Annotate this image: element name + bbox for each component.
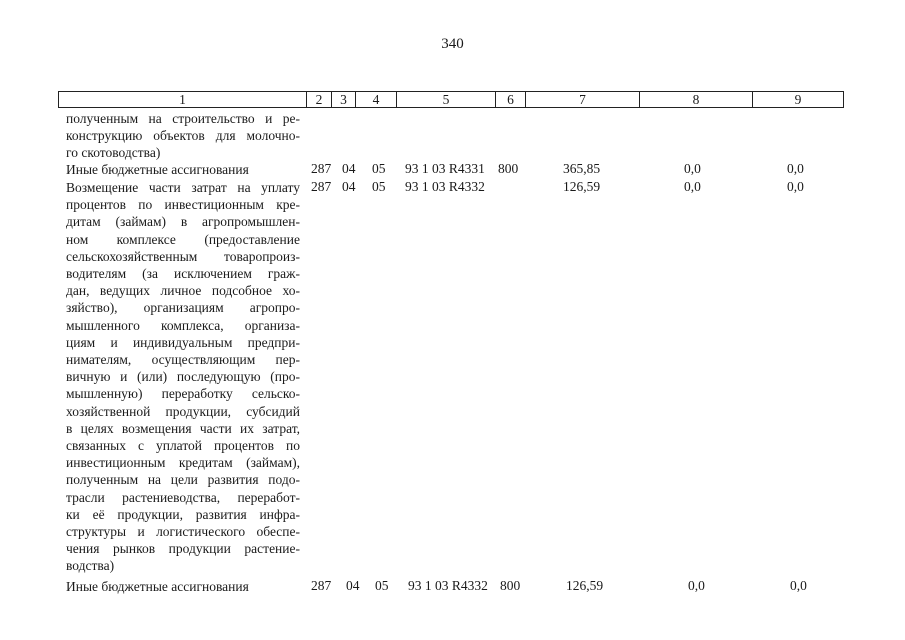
- row-1-col-2: 287: [311, 161, 332, 176]
- row-2-line-21: структуры и логистического обеспе-: [66, 524, 300, 540]
- row-2-line-20: ки её продукции, развития инфра-: [66, 506, 300, 522]
- row-3-col-5: 93 1 03 R4332: [408, 578, 488, 593]
- row-2-col-4: 05: [372, 179, 386, 194]
- row-1-description: [66, 161, 300, 178]
- row-2-line-9: мышленного комплекса, организа-: [66, 317, 300, 333]
- row-1-col-3: 04: [342, 161, 356, 176]
- row-1-col-4: 05: [372, 161, 386, 176]
- header-col-3: 3: [332, 92, 356, 107]
- table-header: [58, 91, 844, 108]
- row-2-line-4: ном комплексе (предоставление: [66, 231, 300, 247]
- row-2-line-19: трасли растениеводства, переработ-: [66, 489, 300, 505]
- row-2-line-18: полученным на цели развития подо-: [66, 472, 300, 488]
- page-number: 340: [441, 36, 464, 52]
- row-2-col-2: 287: [311, 179, 332, 194]
- row-2-line-22: чения рынков продукции растение-: [66, 541, 300, 557]
- header-col-4: 4: [356, 92, 397, 107]
- row-3-description: [66, 578, 300, 595]
- row-3-col-2: 287: [311, 578, 332, 593]
- row-2-line-23: водства): [66, 558, 115, 574]
- row-2-col-7: 126,59: [563, 179, 601, 194]
- row-2-col-9: 0,0: [787, 179, 804, 194]
- row-2-description: [66, 179, 300, 575]
- row-1-col-9: 0,0: [787, 161, 804, 176]
- row-3-col-8: 0,0: [688, 578, 705, 593]
- row-2-line-7: дан, ведущих личное подсобное хо-: [66, 283, 300, 299]
- row-0-description: [66, 110, 300, 162]
- header-col-9: 9: [794, 92, 802, 107]
- row-2-line-15: в целях возмещения части их затрат,: [66, 420, 300, 436]
- row-2-line-6: водителям (за исключением граж-: [66, 266, 300, 282]
- row-2-col-5: 93 1 03 R4332: [405, 179, 485, 194]
- row-0-line-3: го скотоводства): [66, 145, 161, 161]
- row-3-col-6: 800: [500, 578, 521, 593]
- row-2-col-3: 04: [342, 179, 356, 194]
- header-col-1: 1: [59, 92, 307, 107]
- row-2-col-8: 0,0: [684, 179, 701, 194]
- row-1-line-1: Иные бюджетные ассигнования: [66, 162, 249, 177]
- row-0-line-2: конструкцию объектов для молочно-: [66, 128, 300, 144]
- row-2-line-11: нимателям, осуществляющим пер-: [66, 352, 300, 368]
- row-1-col-6: 800: [498, 161, 519, 176]
- header-col-8: 8: [640, 92, 753, 107]
- row-2-line-1: Возмещение части затрат на уплату: [66, 180, 300, 195]
- row-2-line-17: инвестиционным кредитам (займам),: [66, 455, 300, 471]
- row-2-line-8: зяйство), организациям агропро-: [66, 300, 300, 316]
- row-2-line-3: дитам (займам) в агропромышлен-: [66, 214, 300, 230]
- row-3-line-1: Иные бюджетные ассигнования: [66, 579, 249, 594]
- row-1-col-8: 0,0: [684, 161, 701, 176]
- header-col-6: 6: [496, 92, 526, 107]
- row-2-line-5: сельскохозяйственным товаропроиз-: [66, 248, 300, 264]
- row-3-col-9: 0,0: [790, 578, 807, 593]
- row-3-col-7: 126,59: [566, 578, 604, 593]
- row-2-line-2: процентов по инвестиционным кре-: [66, 197, 300, 213]
- row-2-line-12: вичную и (или) последующую (про-: [66, 369, 300, 385]
- header-col-7: 7: [526, 92, 640, 107]
- row-2-line-13: мышленную) переработку сельско-: [66, 386, 300, 402]
- header-col-5: 5: [397, 92, 496, 107]
- row-3-col-3: 04: [346, 578, 360, 593]
- row-2-line-10: циям и индивидуальным предпри-: [66, 334, 300, 350]
- row-0-line-1: полученным на строительство и ре-: [66, 111, 300, 126]
- row-2-line-16: связанных с уплатой процентов по: [66, 438, 300, 454]
- header-col-2: 2: [307, 92, 332, 107]
- row-2-line-14: хозяйственной продукции, субсидий: [66, 403, 300, 419]
- row-1-col-7: 365,85: [563, 161, 601, 176]
- row-1-col-5: 93 1 03 R4331: [405, 161, 485, 176]
- row-3-col-4: 05: [375, 578, 389, 593]
